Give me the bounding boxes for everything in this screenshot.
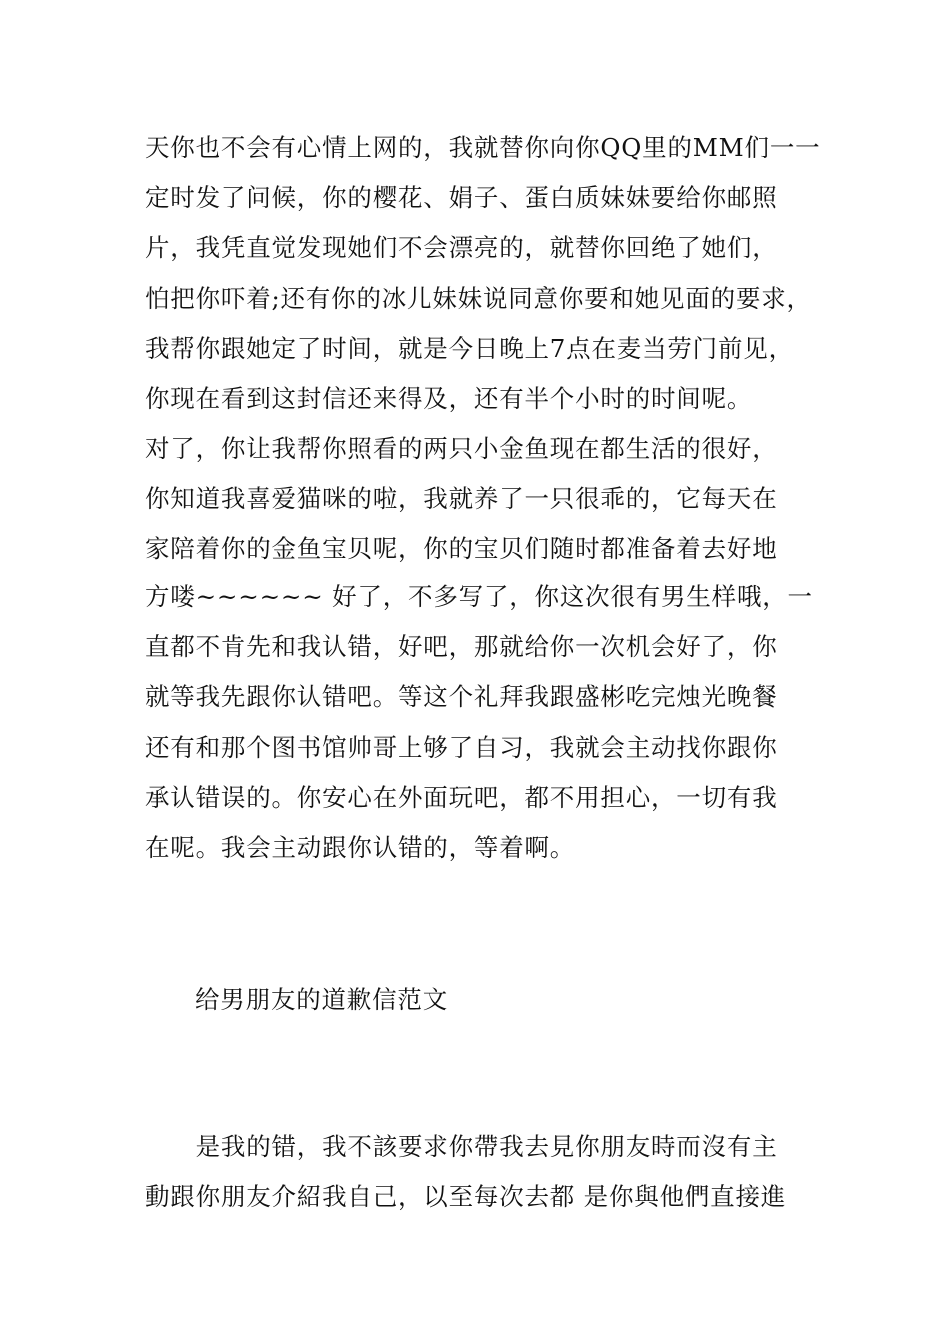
paragraph-line: 家陪着你的金鱼宝贝呢，你的宝贝们随时都准备着去好地 (145, 534, 778, 563)
paragraph-line: 天你也不会有心情上网的，我就替你向你QQ里的MM们一一 (145, 133, 821, 162)
paragraph-line: 你现在看到这封信还来得及，还有半个小时的时间呢。 (145, 384, 753, 413)
paragraph-line: 直都不肯先和我认错，好吧，那就给你一次机会好了，你 (145, 632, 778, 661)
paragraph-line: 就等我先跟你认错吧。等这个礼拜我跟盛彬吃完烛光晚餐 (145, 682, 778, 711)
paragraph-line: 承认错误的。你安心在外面玩吧，都不用担心，一切有我 (145, 783, 778, 812)
paragraph-line: 在呢。我会主动跟你认错的，等着啊。 (145, 833, 576, 862)
paragraph-line: 对了，你让我帮你照看的两只小金鱼现在都生活的很好， (145, 434, 778, 463)
paragraph-line: 片，我凭直觉发现她们不会漂亮的，就替你回绝了她们， (145, 233, 778, 262)
section-heading: 给男朋友的道歉信范文 (195, 985, 448, 1014)
paragraph-line: 是我的错，我不該要求你帶我去見你朋友時而沒有主 (145, 1132, 778, 1161)
paragraph-line: 怕把你吓着;还有你的冰儿妹妹说同意你要和她见面的要求， (145, 284, 812, 313)
paragraph-line: 我帮你跟她定了时间，就是今日晚上7点在麦当劳门前见， (145, 334, 794, 363)
paragraph-line: 方喽~~~~~~ 好了，不多写了，你这次很有男生样哦，一 (145, 582, 813, 611)
paragraph-line: 还有和那个图书馆帅哥上够了自习，我就会主动找你跟你 (145, 733, 778, 762)
paragraph-line: 你知道我喜爱猫咪的啦，我就养了一只很乖的，它每天在 (145, 484, 778, 513)
paragraph-line: 定时发了问候，你的樱花、娟子、蛋白质妹妹要给你邮照 (145, 183, 778, 212)
paragraph-line: 動跟你朋友介紹我自己，以至每次去都 是你與他們直接進 (145, 1182, 787, 1211)
